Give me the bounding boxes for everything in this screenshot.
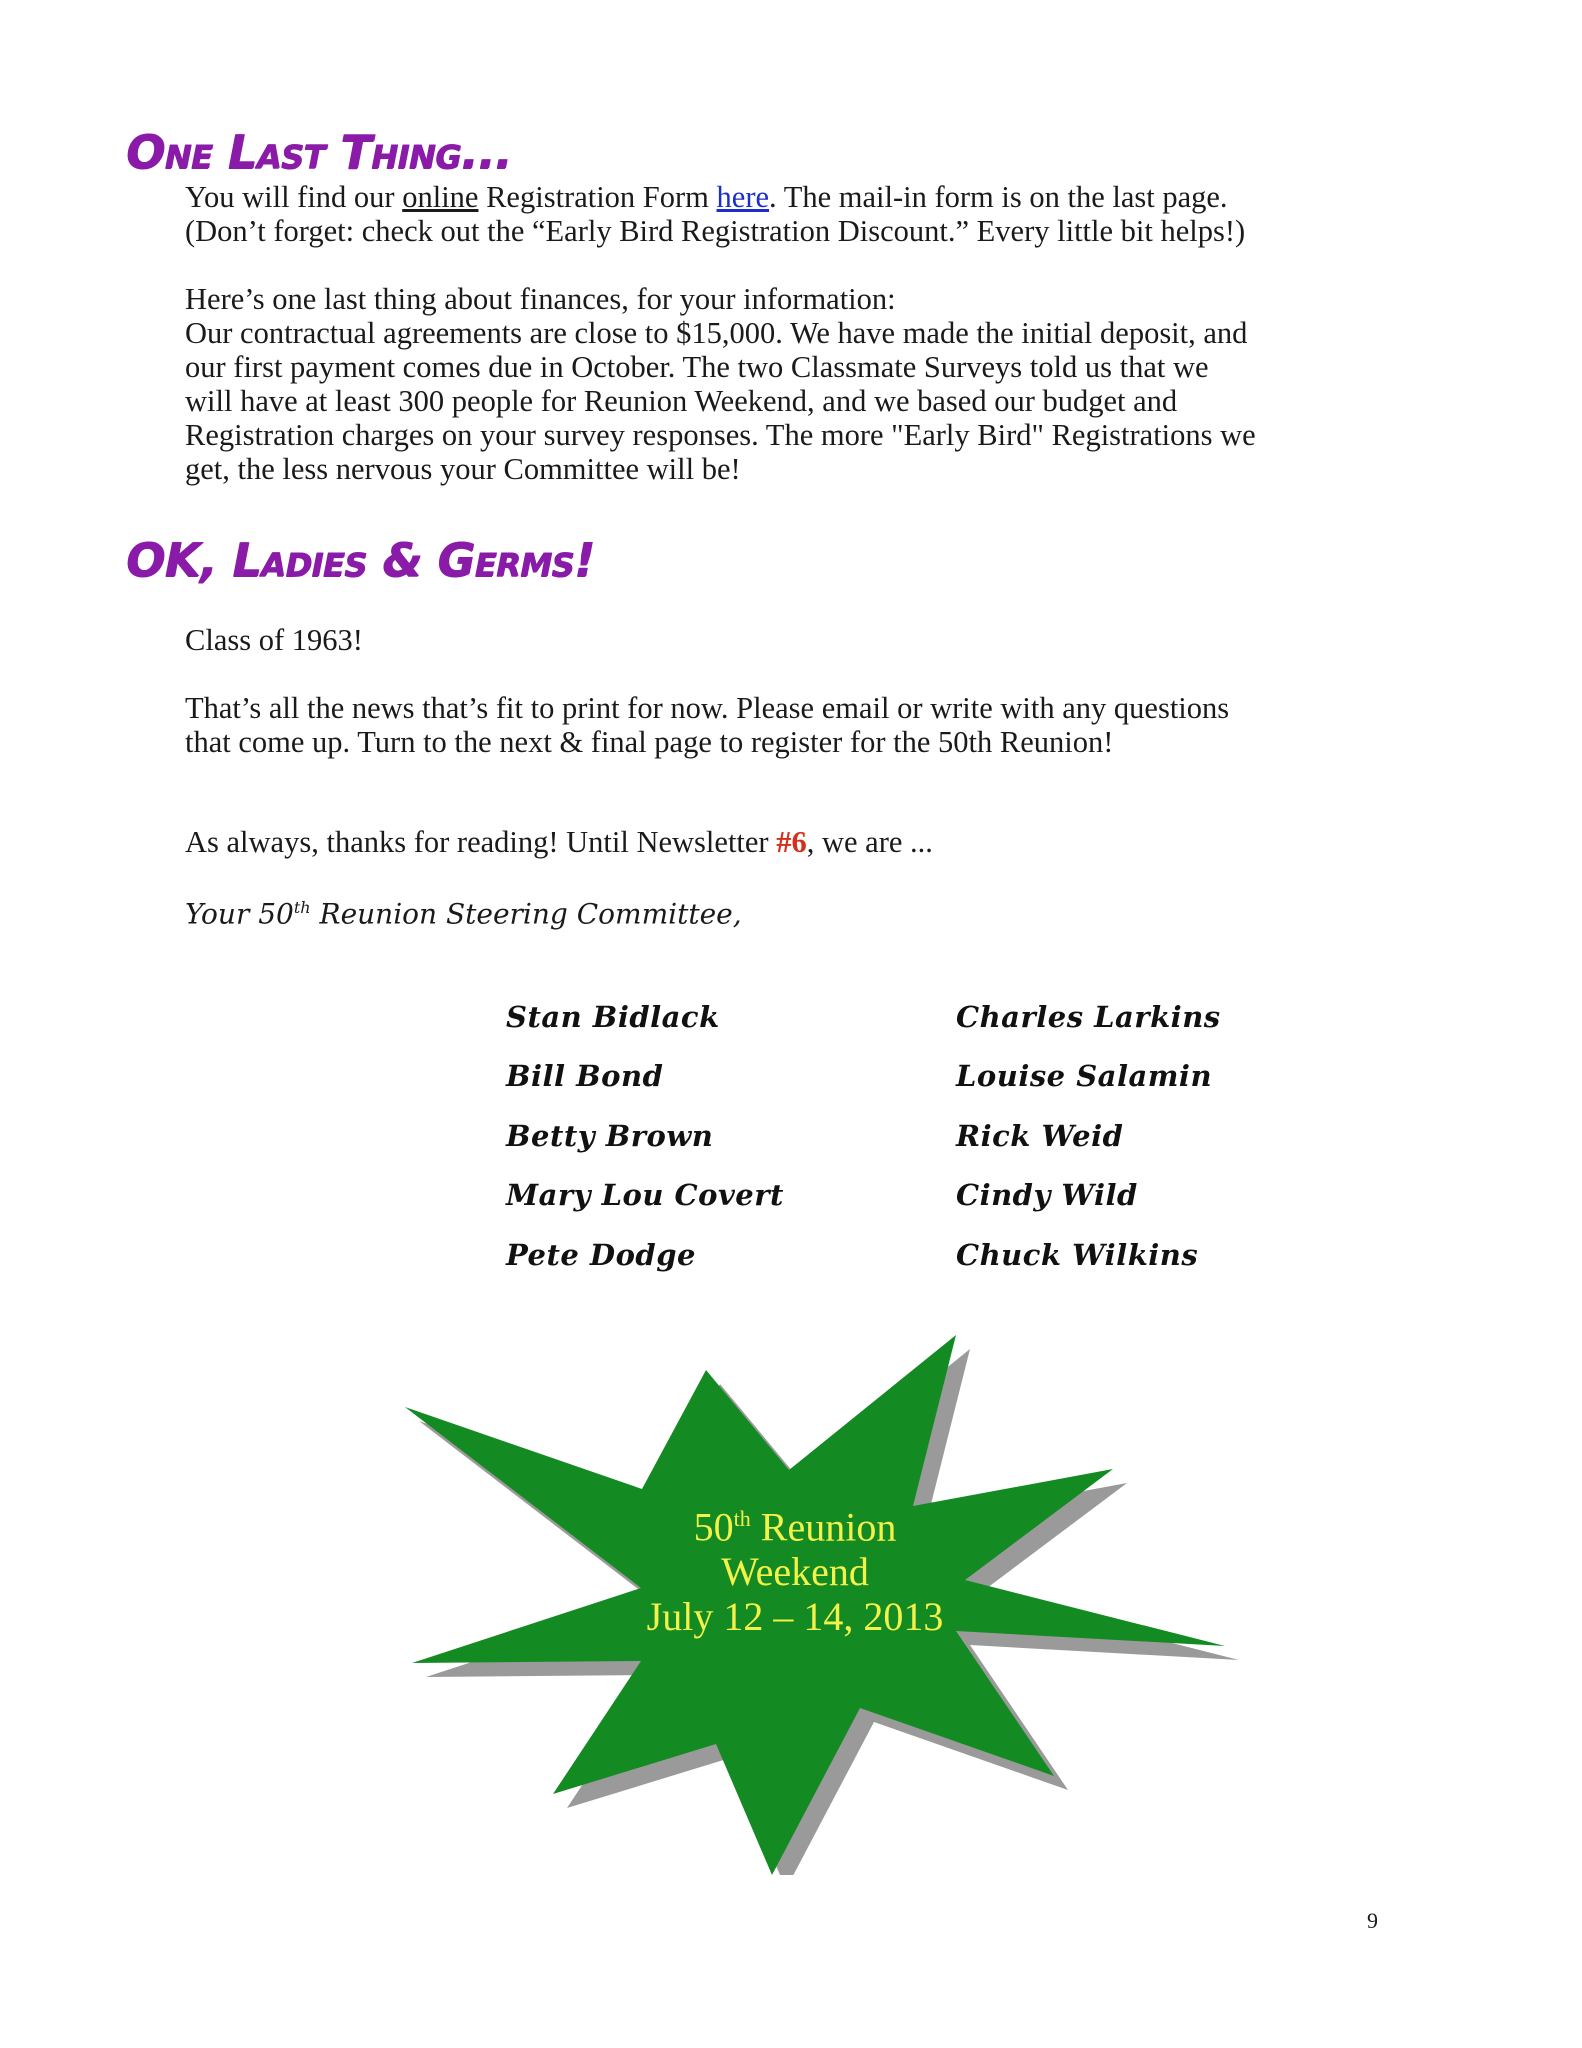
starburst-text	[545, 1496, 1045, 1639]
news-paragraph	[185, 691, 1415, 759]
signature-name: Betty Brown	[506, 1119, 714, 1153]
text-span: Your 50	[185, 897, 294, 931]
starburst-line-2: Weekend	[721, 1549, 869, 1595]
signature-name: Bill Bond	[506, 1059, 664, 1093]
signature-name: Chuck Wilkins	[956, 1238, 1199, 1272]
thanks-line	[185, 825, 1415, 859]
signature-name: Pete Dodge	[506, 1238, 696, 1272]
text-span: , we are ...	[806, 825, 933, 859]
class-line: Class of 1963!	[185, 623, 363, 657]
text-span: Registration Form	[478, 180, 717, 214]
text-span: You will find our	[185, 180, 403, 214]
signature-name: Stan Bidlack	[506, 1000, 720, 1034]
text-span: 50	[693, 1504, 734, 1550]
superscript: th	[733, 1506, 751, 1531]
registration-line-1	[185, 180, 1415, 214]
page-number: 9	[1367, 1908, 1378, 1933]
finances-line: our first payment comes due in October. The two Classmate Surveys told us that we	[185, 350, 1209, 384]
registration-line-2: (Don’t forget: check out the “Early Bird Registration Discount.” Every little bit helps!)	[185, 214, 1246, 248]
signature-name: Mary Lou Covert	[506, 1178, 784, 1212]
newsletter-number: #6	[776, 825, 807, 859]
news-line: that come up. Turn to the next & final page to register for the 50th Reunion!	[185, 725, 1114, 759]
signature-name: Louise Salamin	[956, 1059, 1213, 1093]
starburst-line-3: July 12 – 14, 2013	[646, 1594, 944, 1640]
text-span: . The mail-in form is on the last page.	[769, 180, 1228, 214]
starburst-line-1	[545, 1496, 1045, 1549]
finances-paragraph	[185, 282, 1415, 486]
finances-line: will have at least 300 people for Reunion Weekend, and we based our budget and	[185, 384, 1178, 418]
news-line: That’s all the news that’s fit to print for now. Please email or write with any questions	[185, 691, 1230, 725]
registration-form-link[interactable]: here	[716, 180, 770, 214]
finances-line: Here’s one last thing about finances, for your information:	[185, 282, 896, 316]
superscript: th	[293, 898, 311, 917]
text-span: As always, thanks for reading! Until Newsletter	[185, 825, 777, 859]
signature-name: Rick Weid	[956, 1119, 1124, 1153]
finances-line: get, the less nervous your Committee will be!	[185, 452, 741, 486]
section-heading-one-last-thing: One Last Thing...	[126, 125, 512, 179]
finances-line: Our contractual agreements are close to $15,000. We have made the initial deposit, and	[185, 316, 1248, 350]
committee-closing	[185, 891, 1415, 931]
signature-name: Charles Larkins	[956, 1000, 1221, 1034]
text-span: Reunion Steering Committee,	[310, 897, 742, 931]
section-heading-ladies-germs: OK, Ladies & Germs!	[126, 533, 595, 587]
online-word: online	[402, 180, 479, 214]
signature-name: Cindy Wild	[956, 1178, 1138, 1212]
text-span: Reunion	[750, 1504, 897, 1550]
registration-paragraph	[185, 180, 1415, 248]
finances-line: Registration charges on your survey responses. The more "Early Bird" Registrations we	[185, 418, 1256, 452]
